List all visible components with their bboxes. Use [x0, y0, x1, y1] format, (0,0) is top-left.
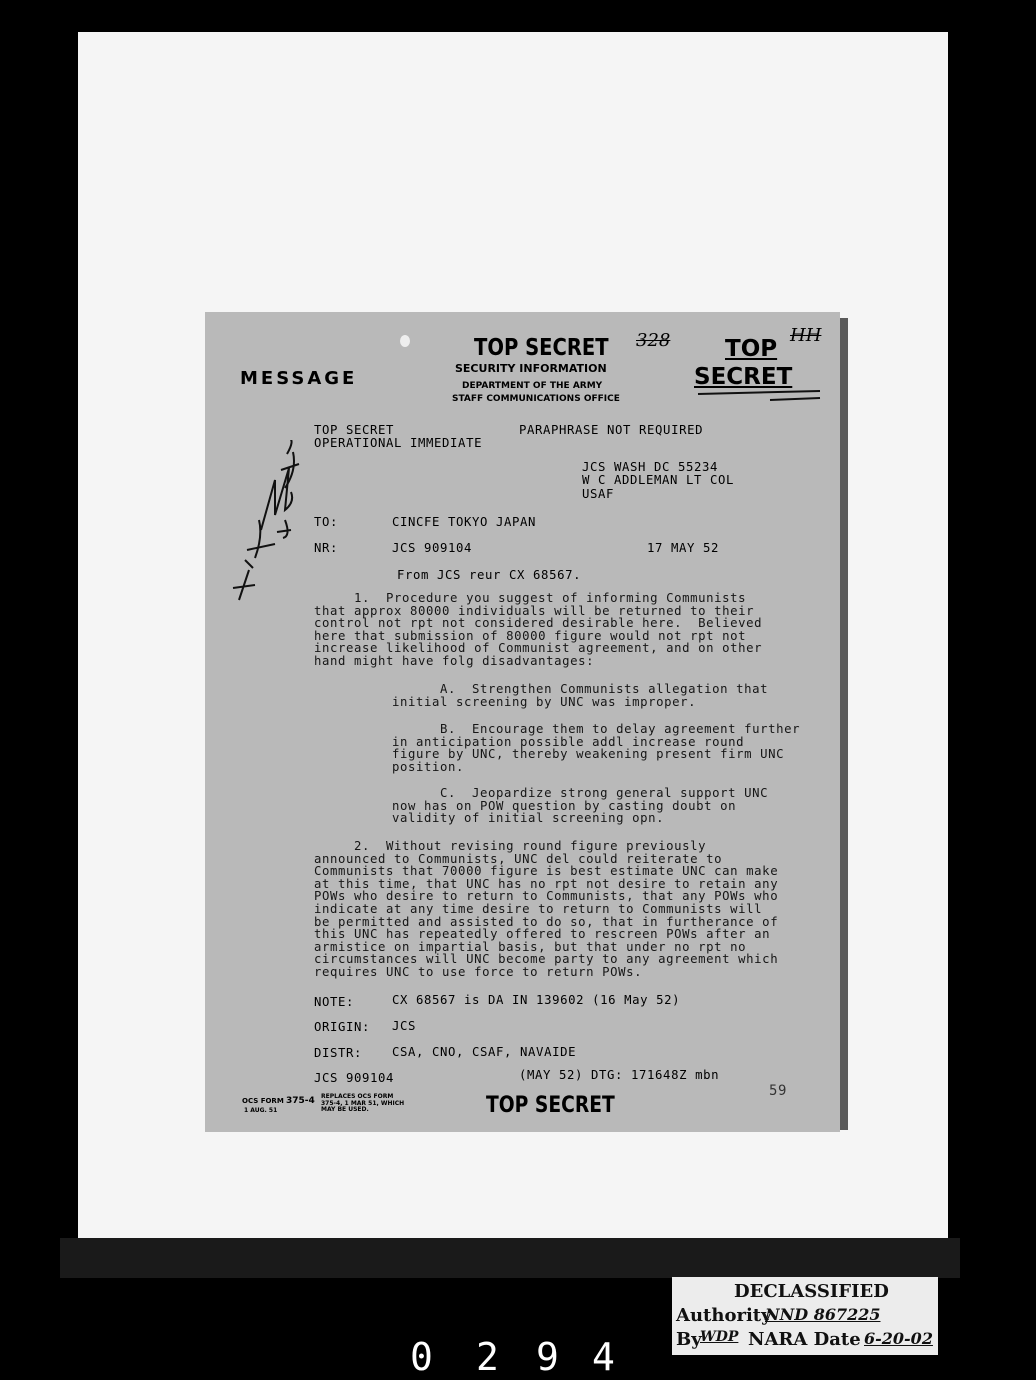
- header-classification: TOP SECRET: [474, 335, 609, 361]
- office-line: STAFF COMMUNICATIONS OFFICE: [452, 394, 620, 404]
- paragraph-1a: A. Strengthen Communists allegation that initial screening by UNC was improper.: [392, 682, 769, 709]
- originator-line-2: W C ADDLEMAN LT COL: [582, 473, 735, 487]
- message-label: MESSAGE: [240, 368, 358, 389]
- precedence-line: OPERATIONAL IMMEDIATE: [314, 436, 483, 450]
- marks-number: 328: [636, 330, 671, 351]
- declassification-label: [672, 1277, 938, 1355]
- handwritten-signature: [225, 440, 305, 610]
- distribution-value: CSA, CNO, CSAF, NAVAIDE: [392, 1045, 577, 1059]
- authority-value: NND 867225: [765, 1305, 881, 1324]
- message-reference: JCS 909104: [314, 1071, 395, 1085]
- page-number: 59: [769, 1083, 788, 1099]
- paragraph-2: 2. Without revising round figure previously announced to Communists, UNC del could reiterate to Communists that 70000 figure is best estimate UNC can make at this time, that UNC has no rpt not desire to retain any POWs who desire to return to Communists, that any POWs who indicate at any time desire to return to Communists will be permitted and assisted to do so, that in furtherance of this UNC has repeatedly offered to rescreen POWs after an armistice on impartial basis, but that under no rpt no circumstances will UNC become party to any agreement which requires UNC to use force to return POWs.: [314, 839, 779, 979]
- form-label: OCS FORM: [242, 1097, 284, 1105]
- punch-hole: [400, 335, 410, 347]
- to-label: TO:: [314, 515, 339, 529]
- reference-line: From JCS reur CX 68567.: [397, 568, 582, 582]
- paraphrase-line: PARAPHRASE NOT REQUIRED: [519, 423, 704, 437]
- frame-digit-2: 2: [476, 1335, 499, 1379]
- note-label: NOTE:: [314, 995, 355, 1009]
- origin-value: JCS: [392, 1019, 417, 1033]
- dtg-line: (MAY 52) DTG: 171648Z mbn: [519, 1068, 720, 1082]
- nara-date-value: 6-20-02: [864, 1329, 933, 1348]
- origin-label: ORIGIN:: [314, 1020, 371, 1034]
- declassified-title: DECLASSIFIED: [734, 1281, 889, 1302]
- paragraph-1b: B. Encourage them to delay agreement further in anticipation possible addl increase round figure by UNC, thereby weakening present firm UNC position.: [392, 722, 801, 774]
- by-value: WDP: [700, 1329, 739, 1345]
- footer-classification: TOP SECRET: [486, 1093, 615, 1118]
- frame-digit-4: 4: [592, 1335, 615, 1379]
- originator-line-1: JCS WASH DC 55234: [582, 460, 719, 474]
- authority-label: Authority: [676, 1305, 772, 1326]
- classification-stamp-top: TOP: [725, 336, 778, 362]
- nara-date-label: NARA Date: [748, 1329, 861, 1350]
- note-value: CX 68567 is DA IN 139602 (16 May 52): [392, 993, 681, 1007]
- frame-digit-3: 9: [536, 1335, 559, 1379]
- paragraph-1c: C. Jeopardize strong general support UNC now has on POW question by casting doubt on validity of initial screening opn.: [392, 786, 769, 826]
- nr-label: NR:: [314, 541, 339, 555]
- stamp-strike-marks: [690, 328, 840, 408]
- message-date: 17 MAY 52: [647, 541, 720, 555]
- form-number: 375-4: [286, 1096, 315, 1106]
- paragraph-1: 1. Procedure you suggest of informing Communists that approx 80000 individuals will be returned to their control not rpt not considered desirable here. Believed here that submission of 80000 figure would not rpt not increase likelihood of Communist agreement, and on other hand might have folg disadvantages:: [314, 591, 763, 668]
- originator-line-3: USAF: [582, 487, 615, 501]
- form-date: 1 AUG. 51: [244, 1107, 278, 1114]
- to-value: CINCFE TOKYO JAPAN: [392, 515, 537, 529]
- department-line: DEPARTMENT OF THE ARMY: [462, 381, 603, 391]
- scan-shadow: [60, 1238, 960, 1278]
- by-label: By: [676, 1329, 702, 1350]
- classification-line: TOP SECRET: [314, 423, 395, 437]
- distribution-label: DISTR:: [314, 1046, 363, 1060]
- classification-stamp-secret: SECRET: [694, 364, 793, 390]
- form-replaces: REPLACES OCS FORM 375-4, 1 MAR 51, WHICH MAY BE USED.: [321, 1093, 405, 1113]
- nr-value: JCS 909104: [392, 541, 473, 555]
- frame-digit-1: 0: [410, 1335, 433, 1379]
- reviewer-initials: HH: [790, 325, 822, 346]
- security-information: SECURITY INFORMATION: [455, 362, 607, 375]
